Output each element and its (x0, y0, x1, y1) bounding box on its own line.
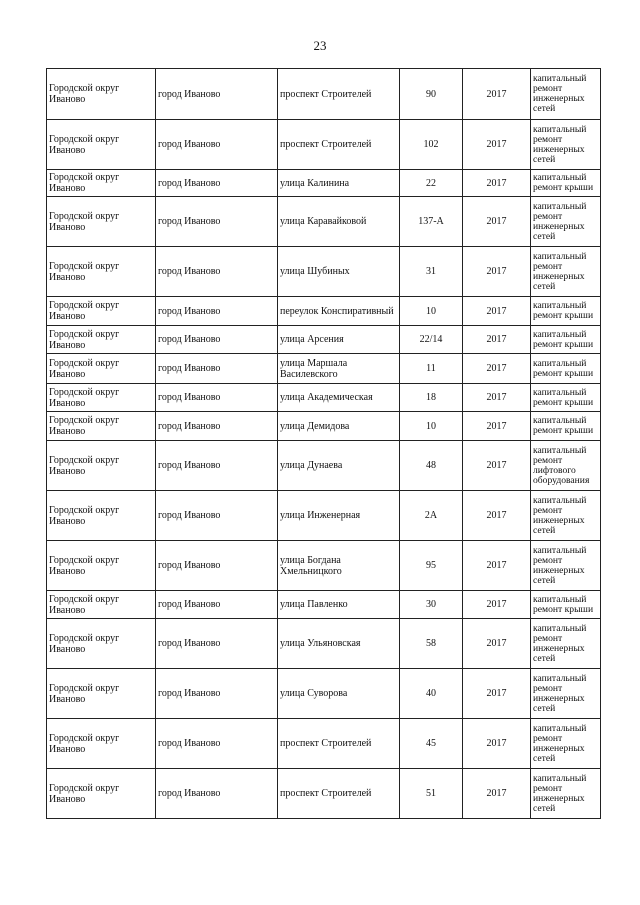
city-cell: город Иваново (156, 491, 278, 541)
work-type-cell: капитальный ремонт инженерных сетей (531, 719, 601, 769)
year-cell: 2017 (463, 591, 531, 619)
okrug-cell: Городской округ Иваново (47, 69, 156, 120)
year-cell: 2017 (463, 441, 531, 491)
okrug-cell: Городской округ Иваново (47, 591, 156, 619)
work-type-cell: капитальный ремонт крыши (531, 384, 601, 412)
year-cell: 2017 (463, 769, 531, 819)
work-type-cell: капитальный ремонт инженерных сетей (531, 669, 601, 719)
street-cell: улица Демидова (278, 412, 400, 441)
city-cell: город Иваново (156, 354, 278, 384)
okrug-cell: Городской округ Иваново (47, 354, 156, 384)
work-type-cell: капитальный ремонт крыши (531, 297, 601, 326)
year-cell: 2017 (463, 120, 531, 170)
city-cell: город Иваново (156, 769, 278, 819)
table-row (47, 769, 601, 819)
city-cell: город Иваново (156, 669, 278, 719)
work-type-cell: капитальный ремонт лифтового оборудования (531, 441, 601, 491)
table-body (47, 69, 601, 819)
okrug-cell: Городской округ Иваново (47, 170, 156, 197)
okrug-cell: Городской округ Иваново (47, 619, 156, 669)
street-cell: улица Инженерная (278, 491, 400, 541)
year-cell: 2017 (463, 384, 531, 412)
house-number-cell: 11 (400, 354, 463, 384)
work-type-cell: капитальный ремонт инженерных сетей (531, 619, 601, 669)
city-cell: город Иваново (156, 591, 278, 619)
house-number-cell: 22/14 (400, 326, 463, 354)
house-number-cell: 51 (400, 769, 463, 819)
street-cell: проспект Строителей (278, 69, 400, 120)
work-type-cell: капитальный ремонт крыши (531, 326, 601, 354)
street-cell: переулок Конспиративный (278, 297, 400, 326)
okrug-cell: Городской округ Иваново (47, 120, 156, 170)
city-cell: город Иваново (156, 197, 278, 247)
city-cell: город Иваново (156, 326, 278, 354)
house-number-cell: 18 (400, 384, 463, 412)
city-cell: город Иваново (156, 69, 278, 120)
okrug-cell: Городской округ Иваново (47, 384, 156, 412)
year-cell: 2017 (463, 297, 531, 326)
okrug-cell: Городской округ Иваново (47, 719, 156, 769)
okrug-cell: Городской округ Иваново (47, 247, 156, 297)
year-cell: 2017 (463, 69, 531, 120)
okrug-cell: Городской округ Иваново (47, 412, 156, 441)
city-cell: город Иваново (156, 247, 278, 297)
work-type-cell: капитальный ремонт инженерных сетей (531, 69, 601, 120)
table-row (47, 120, 601, 170)
street-cell: улица Ульяновская (278, 619, 400, 669)
year-cell: 2017 (463, 669, 531, 719)
year-cell: 2017 (463, 719, 531, 769)
house-number-cell: 31 (400, 247, 463, 297)
street-cell: улица Калинина (278, 170, 400, 197)
table-row (47, 69, 601, 120)
house-number-cell: 95 (400, 541, 463, 591)
house-number-cell: 30 (400, 591, 463, 619)
table-row (47, 412, 601, 441)
table-row (47, 491, 601, 541)
house-number-cell: 40 (400, 669, 463, 719)
city-cell: город Иваново (156, 297, 278, 326)
table-row (47, 384, 601, 412)
year-cell: 2017 (463, 170, 531, 197)
house-number-cell: 10 (400, 297, 463, 326)
street-cell: проспект Строителей (278, 120, 400, 170)
year-cell: 2017 (463, 412, 531, 441)
work-type-cell: капитальный ремонт инженерных сетей (531, 491, 601, 541)
work-type-cell: капитальный ремонт инженерных сетей (531, 197, 601, 247)
table-row (47, 170, 601, 197)
buildings-repair-table (46, 68, 601, 819)
table-row (47, 441, 601, 491)
work-type-cell: капитальный ремонт инженерных сетей (531, 120, 601, 170)
work-type-cell: капитальный ремонт крыши (531, 170, 601, 197)
okrug-cell: Городской округ Иваново (47, 326, 156, 354)
year-cell: 2017 (463, 619, 531, 669)
street-cell: улица Шубиных (278, 247, 400, 297)
city-cell: город Иваново (156, 441, 278, 491)
okrug-cell: Городской округ Иваново (47, 769, 156, 819)
house-number-cell: 45 (400, 719, 463, 769)
city-cell: город Иваново (156, 384, 278, 412)
table-row (47, 619, 601, 669)
table-row (47, 247, 601, 297)
street-cell: улица Суворова (278, 669, 400, 719)
table-row (47, 354, 601, 384)
street-cell: проспект Строителей (278, 769, 400, 819)
street-cell: улица Арсения (278, 326, 400, 354)
street-cell: улица Маршала Василевского (278, 354, 400, 384)
okrug-cell: Городской округ Иваново (47, 669, 156, 719)
city-cell: город Иваново (156, 170, 278, 197)
table-row (47, 719, 601, 769)
table-row (47, 297, 601, 326)
house-number-cell: 2А (400, 491, 463, 541)
okrug-cell: Городской округ Иваново (47, 197, 156, 247)
year-cell: 2017 (463, 326, 531, 354)
table-row (47, 669, 601, 719)
year-cell: 2017 (463, 247, 531, 297)
city-cell: город Иваново (156, 541, 278, 591)
table-row (47, 197, 601, 247)
street-cell: улица Каравайковой (278, 197, 400, 247)
year-cell: 2017 (463, 541, 531, 591)
okrug-cell: Городской округ Иваново (47, 491, 156, 541)
street-cell: улица Академическая (278, 384, 400, 412)
work-type-cell: капитальный ремонт крыши (531, 412, 601, 441)
street-cell: улица Богдана Хмельницкого (278, 541, 400, 591)
city-cell: город Иваново (156, 120, 278, 170)
city-cell: город Иваново (156, 619, 278, 669)
year-cell: 2017 (463, 491, 531, 541)
table-row (47, 591, 601, 619)
city-cell: город Иваново (156, 412, 278, 441)
house-number-cell: 58 (400, 619, 463, 669)
street-cell: улица Павленко (278, 591, 400, 619)
year-cell: 2017 (463, 354, 531, 384)
work-type-cell: капитальный ремонт инженерных сетей (531, 769, 601, 819)
table-row (47, 326, 601, 354)
house-number-cell: 22 (400, 170, 463, 197)
work-type-cell: капитальный ремонт крыши (531, 591, 601, 619)
house-number-cell: 90 (400, 69, 463, 120)
page-number: 23 (313, 38, 327, 53)
work-type-cell: капитальный ремонт инженерных сетей (531, 541, 601, 591)
year-cell: 2017 (463, 197, 531, 247)
house-number-cell: 102 (400, 120, 463, 170)
okrug-cell: Городской округ Иваново (47, 297, 156, 326)
work-type-cell: капитальный ремонт инженерных сетей (531, 247, 601, 297)
house-number-cell: 48 (400, 441, 463, 491)
street-cell: улица Дунаева (278, 441, 400, 491)
street-cell: проспект Строителей (278, 719, 400, 769)
table-row (47, 541, 601, 591)
okrug-cell: Городской округ Иваново (47, 441, 156, 491)
work-type-cell: капитальный ремонт крыши (531, 354, 601, 384)
house-number-cell: 137-А (400, 197, 463, 247)
city-cell: город Иваново (156, 719, 278, 769)
house-number-cell: 10 (400, 412, 463, 441)
okrug-cell: Городской округ Иваново (47, 541, 156, 591)
